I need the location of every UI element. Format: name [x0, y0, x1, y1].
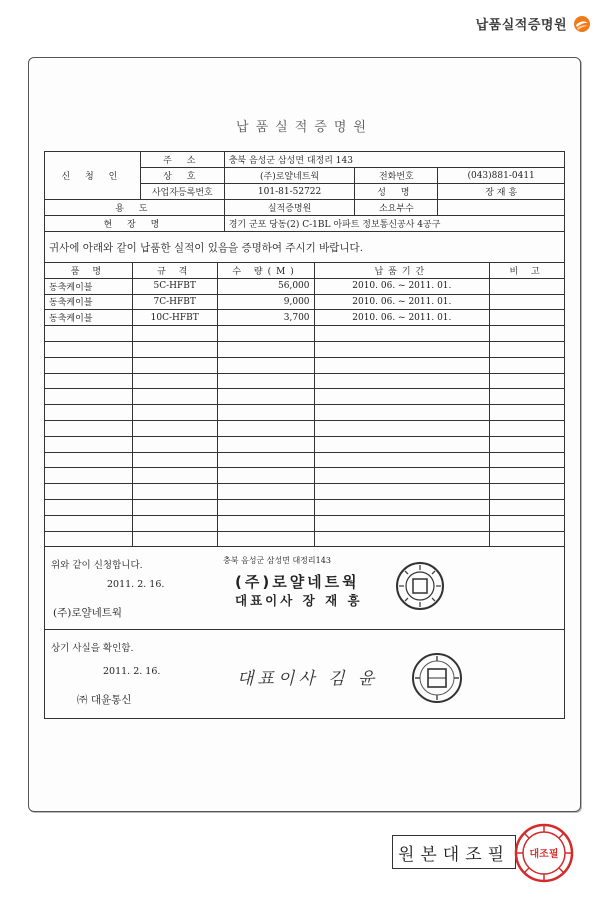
phone-value: (043)881-0411	[438, 168, 565, 184]
confirmation-seal-icon	[411, 652, 463, 704]
empty-cell	[217, 357, 314, 373]
empty-cell	[45, 389, 133, 405]
empty-cell	[490, 341, 565, 357]
table-row	[45, 294, 565, 310]
empty-cell	[132, 341, 217, 357]
item-qty: 9,000	[217, 294, 314, 310]
empty-cell	[314, 420, 490, 436]
empty-cell	[490, 357, 565, 373]
empty-cell	[45, 420, 133, 436]
regno-value: 101-81-52722	[224, 184, 355, 200]
empty-row	[45, 341, 565, 357]
empty-cell	[314, 341, 490, 357]
application-date: 2011. 2. 16.	[107, 579, 165, 591]
application-company: (주)로얄네트웍	[53, 607, 123, 620]
item-spec: 7C-HFBT	[132, 294, 217, 310]
address-value: 충북 음성군 삼성면 대정리 143	[224, 152, 564, 168]
empty-cell	[490, 484, 565, 500]
empty-cell	[45, 436, 133, 452]
name-label: 성 명	[355, 184, 438, 200]
applicant-table	[44, 151, 565, 232]
empty-cell	[132, 389, 217, 405]
document-title: 납품실적증명원	[236, 120, 373, 135]
item-period: 2010. 06. ~ 2011. 01.	[314, 278, 490, 294]
empty-cell	[132, 515, 217, 531]
site-label: 현 장 명	[45, 216, 225, 232]
application-text: 위와 같이 신청합니다.	[51, 560, 143, 572]
application-section	[44, 547, 565, 630]
item-name: 동축케이블	[45, 278, 133, 294]
empty-cell	[45, 405, 133, 421]
empty-cell	[490, 405, 565, 421]
empty-cell	[132, 468, 217, 484]
confirmation-section	[44, 630, 565, 719]
empty-cell	[217, 389, 314, 405]
purpose-label: 용 도	[45, 200, 225, 216]
empty-cell	[217, 326, 314, 342]
handwritten-signature: 대표이사 김 윤	[237, 669, 379, 690]
empty-cell	[314, 326, 490, 342]
empty-cell	[45, 531, 133, 547]
confirmation-text: 상기 사실을 확인함.	[51, 643, 134, 655]
empty-cell	[314, 436, 490, 452]
page-header-title: 납품실적증명원	[475, 18, 567, 33]
empty-cell	[132, 405, 217, 421]
empty-cell	[217, 452, 314, 468]
item-period: 2010. 06. ~ 2011. 01.	[314, 294, 490, 310]
empty-cell	[314, 452, 490, 468]
address-label: 주 소	[140, 152, 224, 168]
items-header-row	[45, 263, 565, 279]
empty-row	[45, 357, 565, 373]
empty-cell	[132, 499, 217, 515]
empty-cell	[314, 389, 490, 405]
header-period: 납품기간	[314, 263, 490, 279]
empty-cell	[314, 468, 490, 484]
stamp-ceo-name: 대표이사 장 재 흥	[235, 593, 363, 609]
item-qty: 56,000	[217, 278, 314, 294]
empty-cell	[490, 436, 565, 452]
empty-row	[45, 531, 565, 547]
empty-cell	[45, 357, 133, 373]
empty-cell	[132, 357, 217, 373]
empty-cell	[217, 531, 314, 547]
empty-cell	[314, 357, 490, 373]
empty-cell	[132, 452, 217, 468]
header-note: 비 고	[490, 263, 565, 279]
empty-cell	[45, 326, 133, 342]
empty-row	[45, 420, 565, 436]
empty-cell	[490, 499, 565, 515]
empty-cell	[132, 326, 217, 342]
empty-cell	[490, 468, 565, 484]
empty-row	[45, 405, 565, 421]
empty-cell	[490, 420, 565, 436]
item-spec: 10C-HFBT	[132, 310, 217, 326]
empty-cell	[490, 452, 565, 468]
phone-label: 전화번호	[355, 168, 438, 184]
empty-cell	[314, 515, 490, 531]
empty-row	[45, 436, 565, 452]
empty-cell	[217, 420, 314, 436]
empty-cell	[45, 341, 133, 357]
empty-row	[45, 499, 565, 515]
empty-cell	[45, 373, 133, 389]
item-qty: 3,700	[217, 310, 314, 326]
empty-cell	[132, 373, 217, 389]
empty-cell	[132, 436, 217, 452]
page-header	[476, 14, 591, 33]
empty-cell	[490, 373, 565, 389]
empty-cell	[217, 341, 314, 357]
table-row	[45, 310, 565, 326]
empty-cell	[314, 499, 490, 515]
empty-cell	[132, 420, 217, 436]
svg-text:대조필: 대조필	[529, 849, 559, 860]
item-note	[490, 310, 565, 326]
copies-label: 소요부수	[355, 200, 438, 216]
empty-cell	[217, 499, 314, 515]
header-spec: 규 격	[132, 263, 217, 279]
header-name: 품 명	[45, 263, 133, 279]
company-seal-icon	[395, 561, 445, 611]
empty-cell	[490, 326, 565, 342]
empty-cell	[217, 405, 314, 421]
empty-cell	[217, 373, 314, 389]
empty-cell	[217, 436, 314, 452]
items-table	[44, 262, 565, 547]
empty-row	[45, 515, 565, 531]
empty-cell	[217, 484, 314, 500]
site-value: 경기 군포 당동(2) C-1BL 아파트 정보통신공사 4공구	[224, 216, 564, 232]
empty-cell	[490, 531, 565, 547]
header-qty: 수 량(M)	[217, 263, 314, 279]
empty-row	[45, 326, 565, 342]
empty-cell	[314, 531, 490, 547]
company-label: 상 호	[140, 168, 224, 184]
empty-row	[45, 468, 565, 484]
item-name: 동축케이블	[45, 310, 133, 326]
confirmation-company: ㈜ 대윤통신	[77, 694, 132, 707]
red-seal-icon	[514, 823, 574, 883]
confirmation-date: 2011. 2. 16.	[103, 666, 161, 678]
empty-cell	[45, 484, 133, 500]
empty-row	[45, 373, 565, 389]
original-copy-stamp	[392, 835, 516, 869]
empty-cell	[490, 515, 565, 531]
empty-cell	[45, 452, 133, 468]
company-value: (주)로얄네트웍	[224, 168, 355, 184]
empty-row	[45, 389, 565, 405]
empty-cell	[314, 405, 490, 421]
application-address: 충북 음성군 삼성면 대정리143	[223, 556, 331, 566]
item-period: 2010. 06. ~ 2011. 01.	[314, 310, 490, 326]
item-spec: 5C-HFBT	[132, 278, 217, 294]
empty-cell	[217, 515, 314, 531]
empty-cell	[314, 484, 490, 500]
request-statement: 귀사에 아래와 같이 납품한 실적이 있음을 증명하여 주시기 바랍니다.	[44, 232, 565, 262]
empty-row	[45, 452, 565, 468]
empty-cell	[132, 484, 217, 500]
empty-cell	[45, 468, 133, 484]
empty-cell	[490, 389, 565, 405]
orange-swoosh-logo-icon	[573, 15, 591, 33]
empty-cell	[314, 373, 490, 389]
stamp-company-name: (주)로얄네트웍	[235, 573, 360, 592]
empty-cell	[132, 531, 217, 547]
table-row	[45, 278, 565, 294]
empty-row	[45, 484, 565, 500]
purpose-value: 실적증명원	[224, 200, 355, 216]
regno-label: 사업자등록번호	[140, 184, 224, 200]
empty-cell	[45, 515, 133, 531]
applicant-section-label: 신 청 인	[45, 152, 141, 200]
original-copy-stamp-label: 원본대조필	[397, 844, 511, 865]
empty-cell	[217, 468, 314, 484]
certificate-document	[44, 116, 565, 719]
item-name: 동축케이블	[45, 294, 133, 310]
empty-cell	[45, 499, 133, 515]
item-note	[490, 294, 565, 310]
copies-value	[438, 200, 565, 216]
name-value: 장 재 흥	[438, 184, 565, 200]
item-note	[490, 278, 565, 294]
